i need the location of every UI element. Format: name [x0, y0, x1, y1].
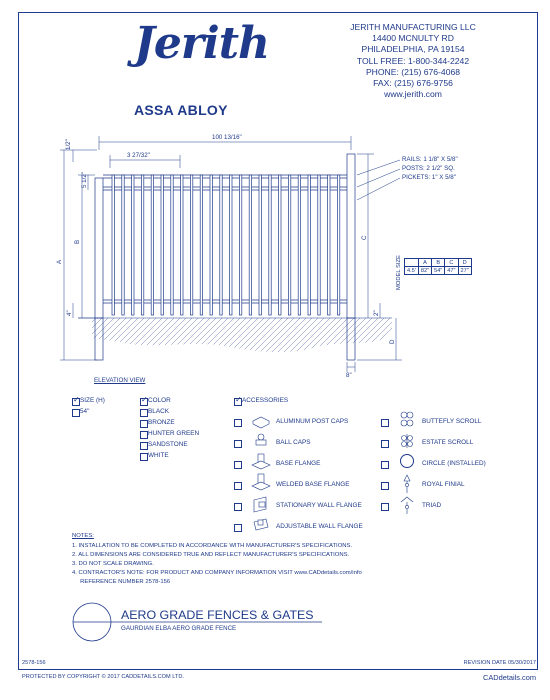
triad-label: TRIAD [422, 502, 442, 509]
size-option-label: 54" [80, 408, 90, 415]
color-hunter-green-label: HUNTER GREEN [148, 430, 200, 437]
dim-rail-gap: 5 1/2" [81, 172, 88, 188]
color-white-label: WHITE [148, 452, 169, 459]
stationary-wall-flange-label: STATIONARY WALL FLANGE [276, 502, 362, 509]
welded-base-flange-label: WELDED BASE FLANGE [276, 481, 350, 488]
color-title: COLOR [148, 397, 171, 404]
dim-post-embed: 8" [346, 372, 352, 379]
ball-caps-label: BALL CAPS [276, 439, 311, 446]
note-2: 2. ALL DIMENSIONS ARE CONSIDERED TRUE AND REFLECT MANUFACTURER'S SPECIFICATIONS. [72, 552, 350, 558]
butterfly-scroll-label: BUTTEFLY SCROLL [422, 418, 482, 425]
royal-finial-label: ROYAL FINIAL [422, 481, 465, 488]
note-1: 1. INSTALLATION TO BE COMPLETED IN ACCORDANCE WITH MANUFACTURER'S SPECIFICATIONS. [72, 543, 353, 549]
dim-bottom-right: 2" [373, 310, 380, 316]
footer-ref: 2578-156 [22, 660, 46, 666]
callout-pickets: PICKETS: 1" X 5/8" [402, 174, 456, 181]
jerith-logo: Jerith [134, 18, 270, 69]
color-sandstone-label: SANDSTONE [148, 441, 188, 448]
estate-scroll-label: ESTATE SCROLL [422, 439, 474, 446]
dim-spacing: 3 27/32" [127, 152, 150, 159]
model-header: A [418, 259, 431, 267]
dim-c: C [361, 235, 368, 240]
color-checkbox[interactable]: ✓ [141, 395, 148, 404]
company-city: PHILADELPHIA, PA 19154 [361, 44, 465, 55]
model-cell: 47" [445, 267, 458, 275]
dim-d: D [389, 339, 396, 344]
notes-title: NOTES: [72, 533, 94, 539]
color-black-label: BLACK [148, 408, 169, 415]
dim-top-gap: 1/2" [65, 139, 72, 150]
footer-copyright: PROTECTED BY COPYRIGHT © 2017 CADDETAILS.COM LTD. [22, 674, 184, 680]
note-4: 4. CONTRACTOR'S NOTE: FOR PRODUCT AND COMPANY INFORMATION VISIT www.CADdetails.com/info [72, 570, 362, 576]
note-3: 3. DO NOT SCALE DRAWING. [72, 561, 154, 567]
size-checkbox[interactable]: ✓ [73, 395, 80, 404]
aluminum-post-caps-label: ALUMINUM POST CAPS [276, 418, 349, 425]
model-cell: 27" [458, 267, 471, 275]
dim-overall: 100 13/16" [212, 134, 242, 141]
color-bronze-label: BRONZE [148, 419, 175, 426]
dim-a: A [56, 259, 63, 264]
footer-site[interactable]: CADdetails.com [483, 673, 536, 682]
model-cell: 4.5' [405, 267, 419, 275]
company-tollfree: TOLL FREE: 1-800-344-2242 [356, 55, 470, 66]
dim-bottom-gap: 4" [66, 310, 73, 316]
model-header: D [458, 259, 471, 267]
model-cell: 82" [418, 267, 431, 275]
company-fax: FAX: (215) 676-9756 [373, 78, 453, 89]
title-block-title: AERO GRADE FENCES & GATES [121, 608, 314, 622]
model-header: B [432, 259, 445, 267]
dim-b: B [74, 239, 81, 244]
company-street: 14400 MCNULTY RD [372, 33, 454, 44]
assa-abloy-logo: ASSA ABLOY [134, 102, 228, 118]
callout-rails: RAILS: 1 1/8" X 5/8" [402, 156, 458, 163]
title-block-subtitle: GAURDIAN ELBA AERO GRADE FENCE [121, 625, 237, 632]
note-5: REFERENCE NUMBER 2578-156 [72, 579, 171, 585]
model-cell: 54" [432, 267, 445, 275]
base-flange-label: BASE FLANGE [276, 460, 321, 467]
model-size-label: MODEL SIZE [396, 255, 402, 290]
footer-revision: REVISION DATE 05/30/2017 [463, 660, 536, 666]
size-title: SIZE (H) [80, 397, 105, 404]
company-web[interactable]: www.jerith.com [384, 89, 442, 100]
company-name: JERITH MANUFACTURING LLC [350, 22, 476, 32]
elevation-view-label: ELEVATION VIEW [94, 377, 146, 384]
circle-installed-label: CIRCLE (INSTALLED) [422, 460, 486, 467]
company-phone: PHONE: (215) 676-4068 [365, 66, 461, 77]
accessories-title: ACCESSORIES [242, 397, 289, 404]
adjustable-wall-flange-label: ADJUSTABLE WALL FLANGE [276, 523, 363, 530]
callout-posts: POSTS: 2 1/2" SQ. [402, 165, 455, 172]
model-header: C [445, 259, 458, 267]
accessories-checkbox[interactable]: ✓ [235, 395, 242, 404]
